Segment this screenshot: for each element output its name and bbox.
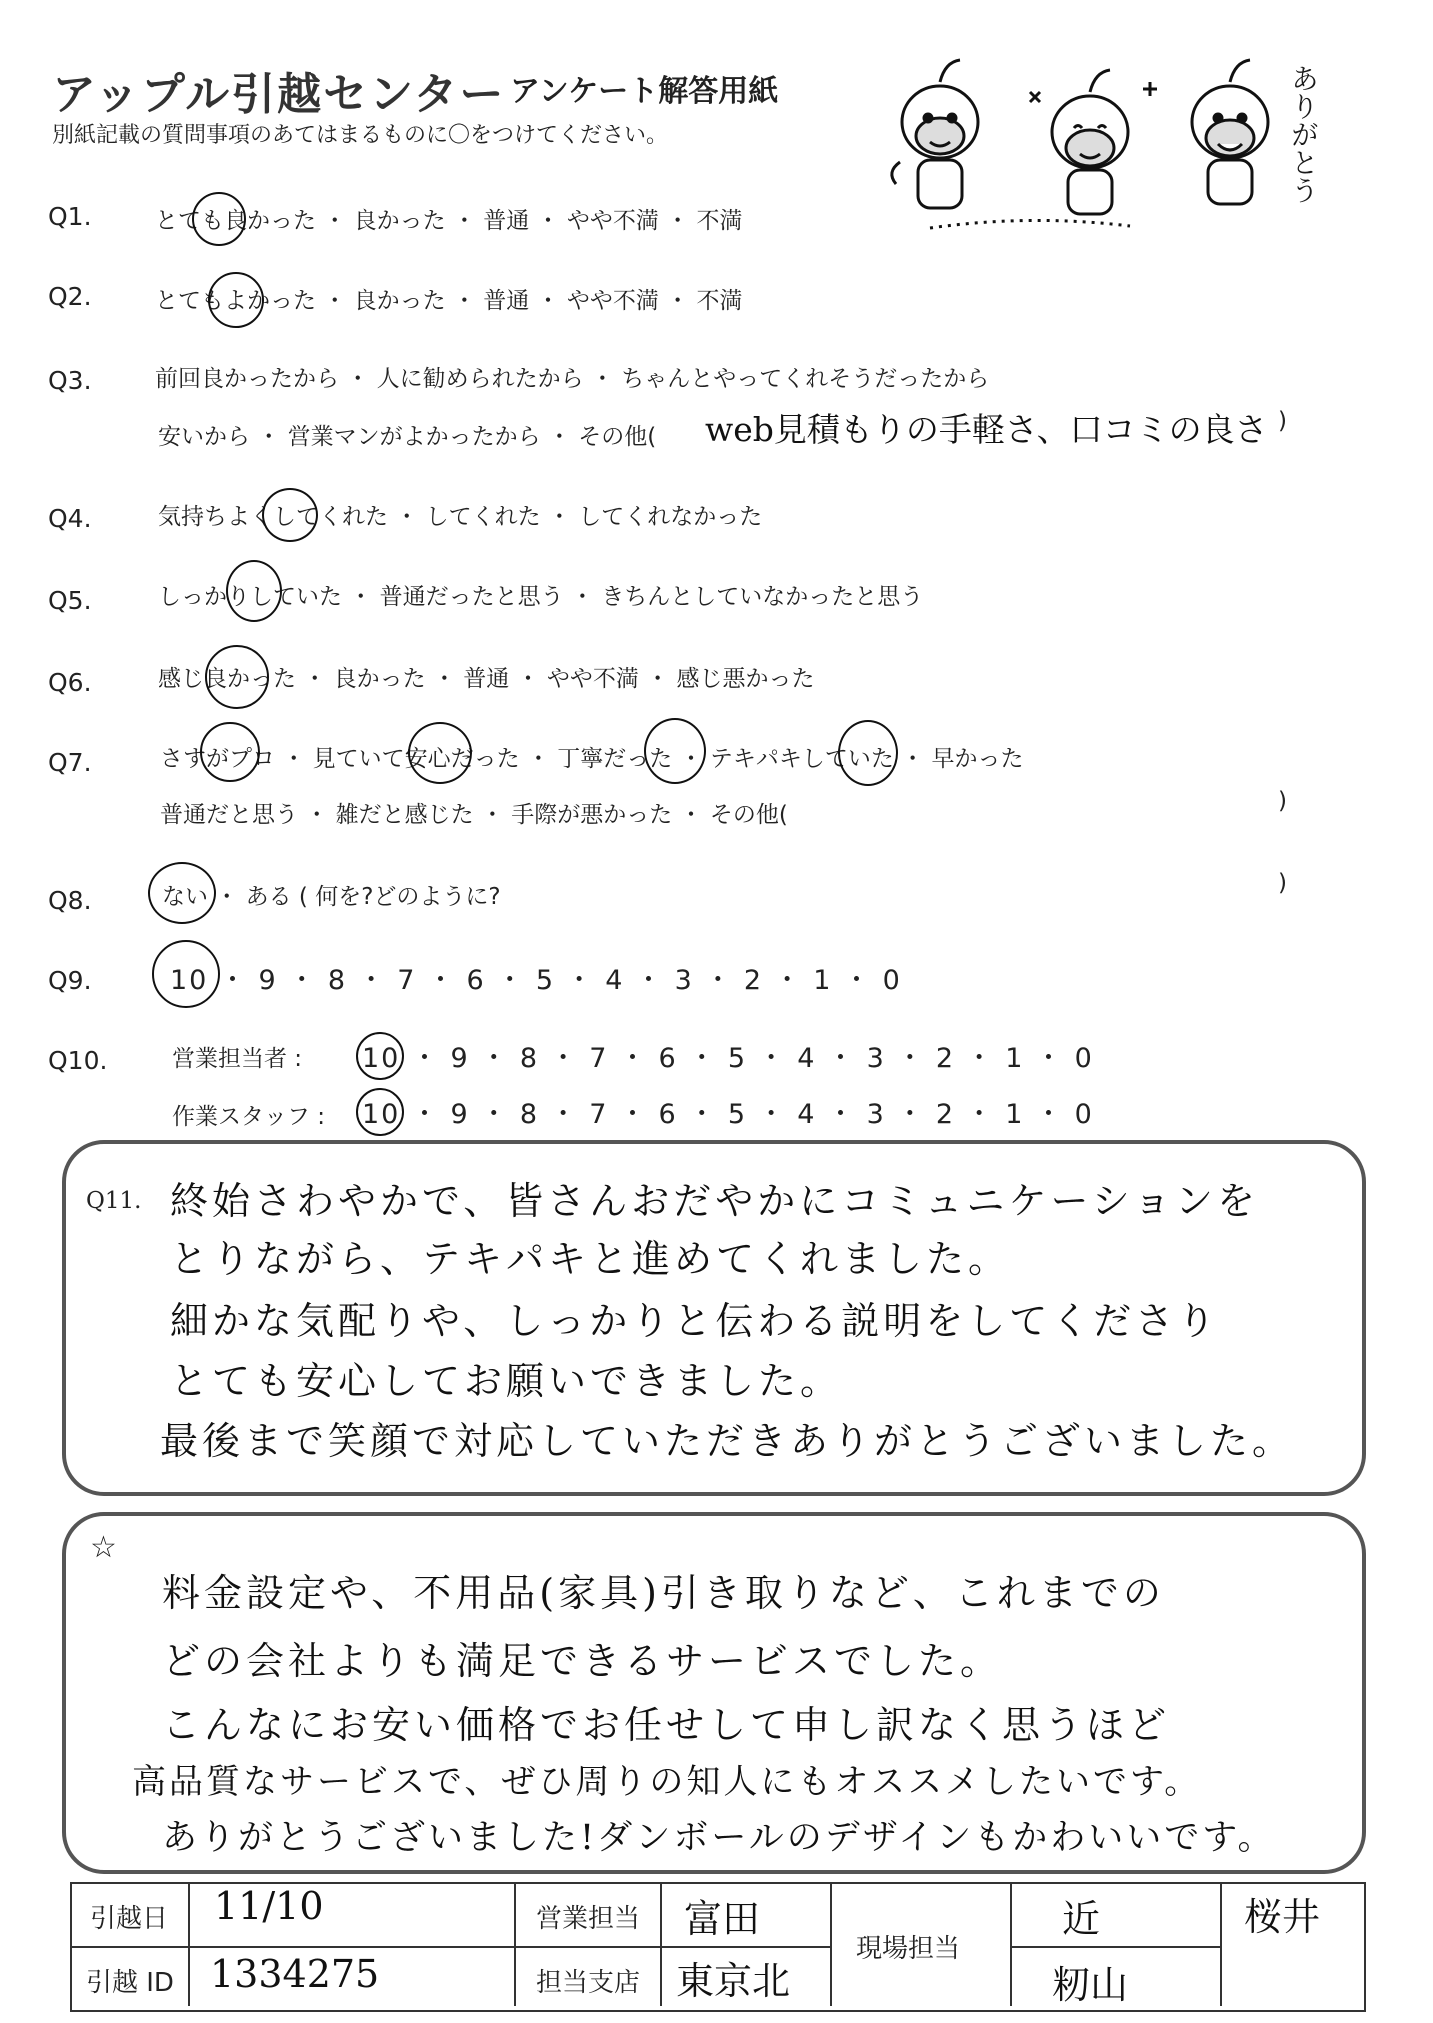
q2-label: Q2. <box>48 282 92 311</box>
q11-line-5: 最後まで笑顔で対応していただきありがとうございました。 <box>160 1419 1295 1463</box>
site-label: 現場担当 <box>856 1934 961 1964</box>
sales-value: 富田 <box>684 1897 761 1941</box>
q3-options-line2: 安いから ・ 営業マンがよかったから ・ その他( <box>158 424 657 450</box>
q7-options-line2: 普通だと思う ・ 雑だと感じた ・ 手際が悪かった ・ その他( <box>160 802 788 828</box>
q6-options: 感じ良かった ・ 良かった ・ 普通 ・ やや不満 ・ 感じ悪かった <box>158 666 815 692</box>
q7-options-line1: さすがプロ ・ 見ていて安心だった ・ 丁寧だった ・ テキパキしていた ・ 早かった <box>160 746 1024 772</box>
q8-close-paren: ) <box>1278 870 1287 896</box>
q9-scale: 10 ・ 9 ・ 8 ・ 7 ・ 6 ・ 5 ・ 4 ・ 3 ・ 2 ・ 1 ・ 0 <box>170 965 902 996</box>
q11-line-4: とても安心してお願いできました。 <box>170 1359 843 1403</box>
move-id-label: 引越 ID <box>86 1968 174 1998</box>
site-staff-2: 籾山 <box>1052 1963 1129 2007</box>
q6-label: Q6. <box>48 668 92 697</box>
branch-label: 担当支店 <box>536 1968 641 1998</box>
q7-label: Q7. <box>48 748 92 777</box>
q5-answer-circle <box>226 560 282 622</box>
q9-answer-circle <box>152 940 220 1008</box>
form-subtitle: アンケート解答用紙 <box>510 74 779 109</box>
q10-label: Q10. <box>48 1046 108 1075</box>
q4-answer-circle <box>262 488 318 542</box>
q11-line-1: 終始さわやかで、皆さんおだやかにコミュニケーションを <box>170 1179 1259 1223</box>
q11-line-3: 細かな気配りや、しっかりと伝わる説明をしてくださり <box>170 1299 1220 1343</box>
q7-answer-circle-1 <box>200 722 260 782</box>
q11-label: Q11. <box>86 1188 142 1214</box>
q1-answer-circle <box>192 192 246 246</box>
q1-options: とても良かった ・ 良かった ・ 普通 ・ やや不満 ・ 不満 <box>155 208 743 234</box>
q7-answer-circle-4 <box>838 720 898 786</box>
q7-close-paren: ) <box>1278 788 1287 814</box>
monkey-mascot-2 <box>1052 70 1128 214</box>
star-comment-line-1: 料金設定や、不用品(家具)引き取りなど、これまでの <box>162 1571 1165 1615</box>
q3-close-paren: ) <box>1278 408 1287 434</box>
q3-other-answer: web見積もりの手軽さ、口コミの良さ <box>705 410 1268 449</box>
star-icon: ☆ <box>90 1530 117 1565</box>
q6-answer-circle <box>205 645 269 709</box>
q2-options: とてもよかった ・ 良かった ・ 普通 ・ やや不満 ・ 不満 <box>155 288 743 314</box>
sales-label: 営業担当 <box>536 1904 641 1934</box>
q4-label: Q4. <box>48 504 92 533</box>
q8-options: ない ・ ある ( 何を?どのように? <box>162 884 501 910</box>
q3-options-line1: 前回良かったから ・ 人に勧められたから ・ ちゃんとやってくれそうだったから <box>155 366 990 392</box>
q9-label: Q9. <box>48 966 92 995</box>
move-date-value: 11/10 <box>214 1884 324 1928</box>
q7-answer-circle-3 <box>644 718 706 784</box>
thanks-vertical-text: ありがとう <box>1287 64 1320 204</box>
q10-sales-label: 営業担当者 : <box>172 1046 303 1072</box>
star-comment-line-3: こんなにお安い価格でお任せして申し訳なく思うほど <box>162 1703 1171 1747</box>
q5-options: しっかりしていた ・ 普通だったと思う ・ きちんとしていなかったと思う <box>158 584 924 610</box>
q10-staff-label: 作業スタッフ : <box>172 1104 326 1130</box>
move-id-value: 1334275 <box>210 1952 380 1996</box>
star-comment-line-4: 高品質なサービスで、ぜひ周りの知人にもオススメしたいです。 <box>132 1762 1202 1802</box>
branch-value: 東京北 <box>676 1959 791 2003</box>
q10-staff-answer-circle <box>356 1088 404 1136</box>
star-comment-line-2: どの会社よりも満足できるサービスでした。 <box>162 1639 1003 1683</box>
monkey-mascot-1 <box>892 60 978 208</box>
q7-answer-circle-2 <box>408 722 472 784</box>
q10-sales-answer-circle <box>356 1032 404 1080</box>
q11-line-2: とりながら、テキパキと進めてくれました。 <box>170 1237 1011 1281</box>
q1-label: Q1. <box>48 202 92 231</box>
q3-label: Q3. <box>48 366 92 395</box>
q2-answer-circle <box>208 272 264 328</box>
q4-options: 気持ちよくしてくれた ・ してくれた ・ してくれなかった <box>158 504 763 530</box>
q10-staff-scale: 10 ・ 9 ・ 8 ・ 7 ・ 6 ・ 5 ・ 4 ・ 3 ・ 2 ・ 1 ・ 0 <box>362 1099 1094 1130</box>
star-comment-line-5: ありがとうございました!ダンボールのデザインもかわいいです。 <box>162 1818 1276 1858</box>
q8-answer-circle <box>148 862 216 924</box>
form-title: アップル引越センター <box>52 69 506 120</box>
site-staff-3: 桜井 <box>1244 1895 1321 1939</box>
q8-label: Q8. <box>48 886 92 915</box>
footer-info-table <box>70 1882 1366 2012</box>
monkey-mascot-3 <box>1192 60 1268 204</box>
instruction-text: 別紙記載の質問事項のあてはまるものに〇をつけてください。 <box>52 123 669 148</box>
q10-sales-scale: 10 ・ 9 ・ 8 ・ 7 ・ 6 ・ 5 ・ 4 ・ 3 ・ 2 ・ 1 ・ 0 <box>362 1043 1094 1074</box>
move-date-label: 引越日 <box>90 1904 169 1934</box>
site-staff-1: 近 <box>1062 1897 1101 1941</box>
q5-label: Q5. <box>48 586 92 615</box>
